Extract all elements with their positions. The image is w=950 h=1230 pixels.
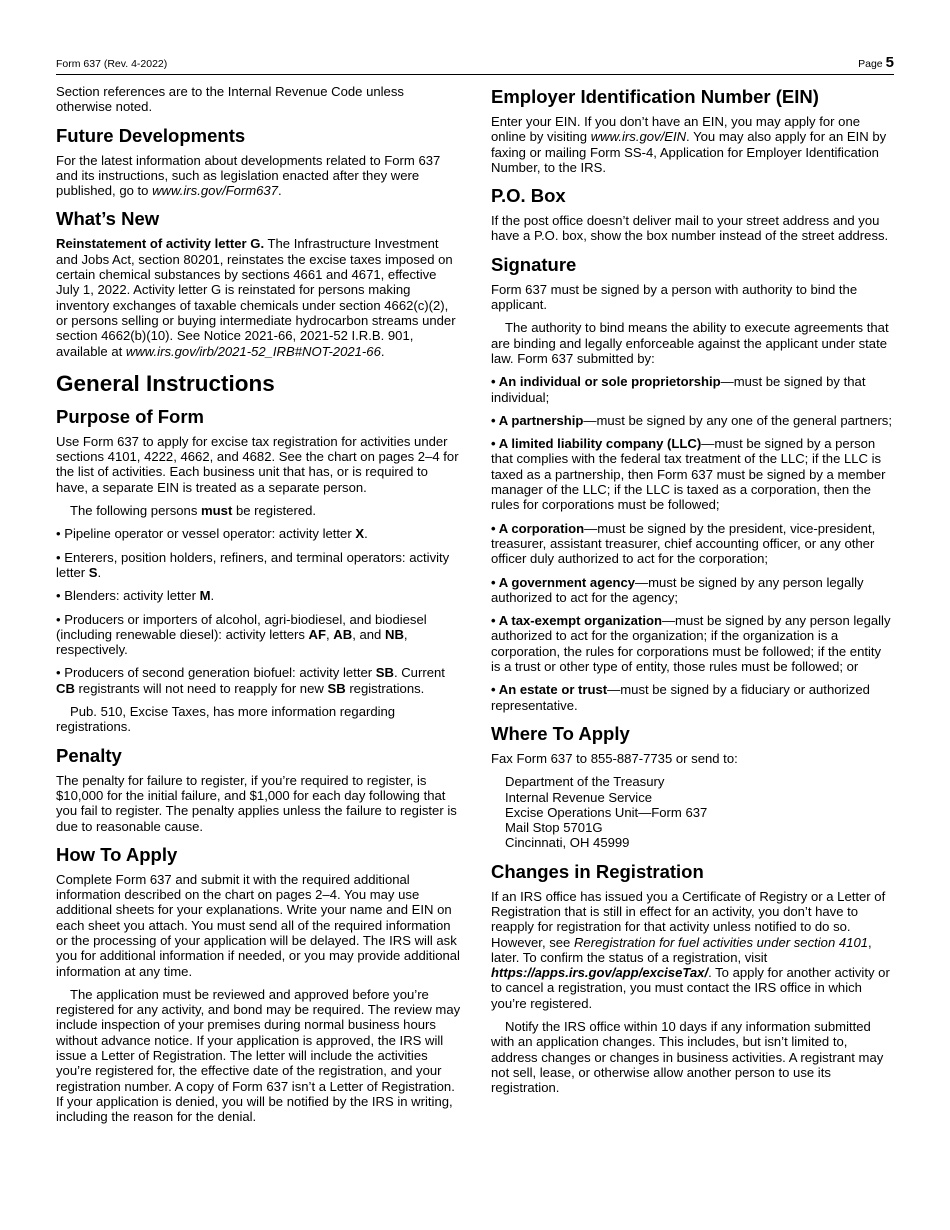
whats-new-heading: What’s New — [56, 208, 160, 230]
signature-heading: Signature — [491, 253, 577, 275]
mailing-address — [491, 774, 894, 850]
purpose-text: Use Form 637 to apply for excise tax registration for activities under sections 4101, 4222, 4662, and 4682. See the chart on pages 2–4 for the list of activities. Each business unit that has, or is required to have, a separate EIN is treated as a separate person. — [56, 433, 459, 495]
page-number: 5 — [885, 54, 894, 71]
future-developments-heading: Future Developments — [56, 124, 246, 146]
signer-llc: • A limited liability company (LLC)—must be signed by a person that complies with the federal tax treatment of the LLC; if the LLC is taxed as a partnership, then Form 637 must be signed by a member manager of the LLC; if the LLC is taxed as a corporation, then the rules for corporations must be followed; — [491, 436, 886, 513]
excise-tax-link[interactable]: https://apps.irs.gov/app/exciseTax/ — [491, 965, 709, 981]
po-box-text: If the post office doesn’t deliver mail to your street address and you have a P.O. box, show the box number instead of the street address. — [491, 213, 889, 244]
left-column — [56, 84, 461, 1133]
page-header — [56, 52, 894, 75]
signer-tax-exempt: • A tax-exempt organization—must be signed by any person legally authorized to act for the organization; if the organization is a corporation, the rules for corporations must be followed; if the entity is a trust or other type of entity, those rules must be followed; or — [491, 613, 891, 675]
signer-corporation: • A corporation—must be signed by the president, vice-president, treasurer, assistant treasurer, chief accounting officer, or any other officer duly authorized to act for the corporation; — [491, 520, 876, 567]
bullet-blenders: • Blenders: activity letter M. — [56, 588, 215, 604]
changes-heading: Changes in Registration — [491, 860, 704, 882]
must-register-text: The following persons must be registered. — [70, 503, 317, 519]
pub510-text: Pub. 510, Excise Taxes, has more information regarding registrations. — [56, 704, 396, 735]
form-id: Form 637 (Rev. 4-2022) — [56, 58, 168, 70]
signer-partnership: • A partnership—must be signed by any one of the general partners; — [491, 412, 892, 428]
ein-link[interactable]: www.irs.gov/EIN — [590, 129, 687, 145]
ein-heading: Employer Identification Number (EIN) — [491, 86, 819, 107]
address-line: Internal Revenue Service — [505, 789, 653, 805]
ein-text: Enter your EIN. If you don’t have an EIN, you may apply for one online by visiting www.irs.gov/EIN. You may also apply for an EIN by faxing or mailing Form SS-4, Application for Employer Identification Number, to the IRS. — [491, 114, 887, 175]
signer-estate-trust: • An estate or trust—must be signed by a fiduciary or authorized representative. — [491, 682, 870, 713]
general-instructions-heading: General Instructions — [56, 370, 275, 396]
page-indicator — [858, 54, 894, 71]
form637-link[interactable]: www.irs.gov/Form637 — [152, 183, 278, 199]
signature-text-2: The authority to bind means the ability to execute agreements that are binding and legally enforceable against the applicant under state law. Form 637 submitted by: — [491, 320, 889, 366]
signature-text-1: Form 637 must be signed by a person with authority to bind the applicant. — [491, 281, 858, 313]
address-line: Department of the Treasury — [505, 774, 665, 790]
changes-text-1: If an IRS office has issued you a Certificate of Registry or a Letter of Registration that is still in effect for an activity, you don’t have to reapply for registration for that activity unless notified to do so. However, see Reregistration for fuel activities under section 4101, later. To confirm the status of a registration, visit https://apps.irs.gov/app/exciseTax/. To apply for another activity or to cancel a registration, you must contact the IRS office in which you’re registered. — [491, 888, 890, 1011]
address-line: Excise Operations Unit—Form 637 — [505, 804, 708, 820]
whats-new-text: Reinstatement of activity letter G. The Infrastructure Investment and Jobs Act, section 80201, reinstates the excise taxes imposed on certain chemical substances by sections 4661 and 4671, effective July 1, 2022. Activity letter G is reinstated for persons making inventory exchanges of taxable chemicals under section 4662(c)(2), or persons selling or buying intermediate hydrocarbon streams under section 4662(b)(10). See Notice 2021-66, 2021-52 I.R.B. 901, available at www.irs.gov/irb/2021-52_IRB#NOT-2021-66. — [56, 236, 456, 359]
address-line: Mail Stop 5701G — [505, 820, 603, 836]
how-to-apply-heading: How To Apply — [56, 843, 178, 865]
penalty-heading: Penalty — [56, 744, 122, 766]
intro-text: Section references are to the Internal Revenue Code unless otherwise noted. — [56, 84, 404, 115]
penalty-text: The penalty for failure to register, if you’re required to register, is $10,000 for the initial failure, and $1,000 for each day following that you fail to register. The penalty applies unless the failure to register is due to reasonable cause. — [56, 772, 457, 834]
how-to-apply-text-1: Complete Form 637 and submit it with the required additional information described on the chart on pages 2–4. You may use additional sheets for your explanations. Write your name and EIN on each sheet you attach. You must send all of the required information or the processing of your application will be delayed. The IRS will ask you for additional information if needed, or you may provide additional information at any time. — [56, 871, 460, 979]
future-developments-text: For the latest information about developments related to Form 637 and its instructions, such as legislation enacted after they were published, go to www.irs.gov/Form637. — [56, 152, 441, 199]
po-box-heading: P.O. Box — [491, 185, 566, 207]
page-label: Page — [858, 58, 883, 70]
bullet-pipeline: • Pipeline operator or vessel operator: activity letter X. — [56, 526, 368, 542]
changes-text-2: Notify the IRS office within 10 days if any information submitted with an application changes. This includes, but isn’t limited to, address changes or changes in business activities. A registrant may not sell, lease, or otherwise allow another person to use its registration. — [491, 1019, 884, 1096]
right-column — [491, 84, 894, 1104]
fax-text: Fax Form 637 to 855-887-7735 or send to: — [491, 750, 738, 766]
reregistration-reference: Reregistration for fuel activities under section 4101 — [573, 934, 869, 950]
signer-individual: • An individual or sole proprietorship—must be signed by that individual; — [491, 374, 866, 405]
bullet-enterers: • Enterers, position holders, refiners, and terminal operators: activity letter S. — [56, 549, 450, 580]
signer-government-agency: • A government agency—must be signed by any person legally authorized to act for the agency; — [491, 574, 864, 605]
bullet-second-gen-biofuel: • Producers of second generation biofuel: activity letter SB. Current CB registrants will not need to reapply for new SB registrations. — [56, 665, 445, 696]
where-to-apply-heading: Where To Apply — [491, 722, 630, 744]
address-line: Cincinnati, OH 45999 — [505, 835, 630, 851]
how-to-apply-text-2: The application must be reviewed and approved before you’re registered for any activity, and bond may be required. The review may include inspection of your premises during normal business hours without advance notice. If your application is approved, the IRS will issue a Letter of Registration. The letter will include the activities you’re registered for, the effective date of the registration, and your registration number. A copy of Form 637 isn’t a Letter of Registration. If your application is denied, you will be notified by the IRS in writing, including the reason for the denial. — [56, 986, 461, 1125]
purpose-heading: Purpose of Form — [56, 405, 205, 427]
bullet-producers-alcohol: • Producers or importers of alcohol, agri-biodiesel, and biodiesel (including renewable diesel): activity letters AF, AB, and NB, respectively. — [56, 611, 427, 658]
irb-link[interactable]: www.irs.gov/irb/2021-52_IRB#NOT-2021-66 — [125, 343, 381, 359]
